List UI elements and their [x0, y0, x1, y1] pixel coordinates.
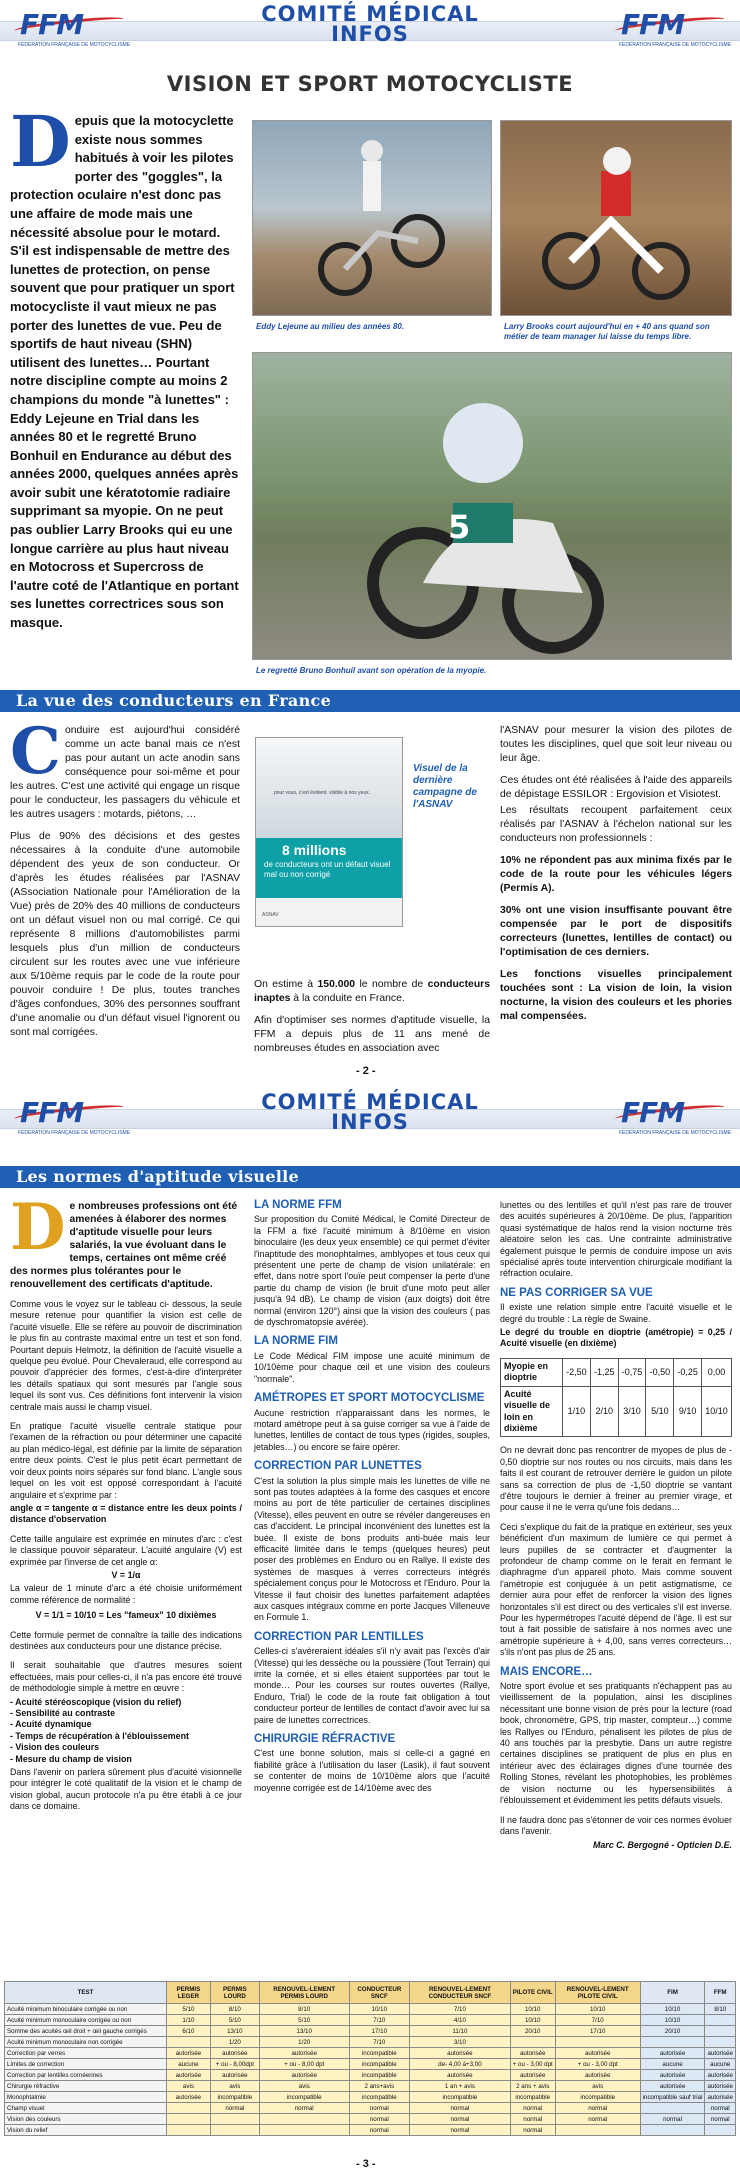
table-cell: 20/10 — [510, 2026, 555, 2037]
table-cell: autorisée — [705, 2070, 736, 2081]
table-cell: 17/10 — [349, 2026, 410, 2037]
table-cell: 20/10 — [640, 2026, 705, 2037]
table-cell: incompatible — [510, 2092, 555, 2103]
table-cell: 17/10 — [555, 2026, 640, 2037]
table-cell: incompatible — [259, 2092, 349, 2103]
row-label: Limites de correction — [5, 2059, 167, 2070]
table-row — [5, 2092, 736, 2103]
table-header: FFM — [705, 1982, 736, 2004]
table-cell: de- 4,00 à+3,00 — [410, 2059, 511, 2070]
header-title: COMITÉ MÉDICAL INFOS — [261, 1090, 479, 1134]
asnav-campaign-poster: pour vous, c'est évident. visible à nos yeux. 8 millions de conducteurs ont un défaut visuel mal ou non corrigé ASNAV — [255, 737, 403, 927]
section-banner: La vue des conducteurs en France — [0, 690, 740, 712]
table-cell: aucune — [167, 2059, 211, 2070]
table-cell: autorisée — [705, 2048, 736, 2059]
table-cell: autorisée — [259, 2048, 349, 2059]
table-header: PILOTE CIVIL — [510, 1982, 555, 2004]
row-label: Vision des couleurs — [5, 2114, 167, 2125]
table-cell: 13/10 — [259, 2026, 349, 2037]
table-cell: autorisée — [210, 2070, 259, 2081]
table-cell: normal — [349, 2114, 410, 2125]
table-cell: autorisée — [410, 2070, 511, 2081]
table-cell: 4/10 — [410, 2015, 511, 2026]
table-cell: avis — [167, 2081, 211, 2092]
table-header: PERMIS LOURD — [210, 1982, 259, 2004]
row-label: Vision du relief — [5, 2125, 167, 2136]
table-cell: 1 an + avis — [410, 2081, 511, 2092]
table-cell: 11/10 — [410, 2026, 511, 2037]
table-cell: normal — [410, 2114, 511, 2125]
ffm-logo: FFM FÉDÉRATION FRANÇAISE DE MOTOCYCLISME — [615, 1096, 730, 1138]
ffm-logo: FFM FÉDÉRATION FRANÇAISE DE MOTOCYCLISME — [14, 8, 129, 50]
ffm-logo: FFM FÉDÉRATION FRANÇAISE DE MOTOCYCLISME — [615, 8, 730, 50]
table-cell: autorisée — [555, 2070, 640, 2081]
table-cell — [210, 2125, 259, 2136]
header-title: COMITÉ MÉDICAL INFOS — [261, 2, 479, 46]
page3-header — [0, 1088, 740, 1150]
table-cell: autorisée — [510, 2048, 555, 2059]
row-label: Acuité minimum monoculaire corrigée ou non — [5, 2015, 167, 2026]
photo-caption: Le regretté Bruno Bonhuil avant son opération de la myopie. — [256, 666, 487, 675]
table-cell — [259, 2114, 349, 2125]
table-cell: normal — [410, 2103, 511, 2114]
table-cell: autorisée — [640, 2070, 705, 2081]
row-label: Acuité minimum monoculaire non corrigée — [5, 2037, 167, 2048]
table-cell: 7/10 — [555, 2015, 640, 2026]
table-cell: normal — [510, 2114, 555, 2125]
table-row — [5, 2070, 736, 2081]
table-cell — [705, 2015, 736, 2026]
table-cell — [259, 2125, 349, 2136]
table-cell: 8/10 — [705, 2004, 736, 2015]
table-cell: normal — [349, 2125, 410, 2136]
table-cell — [167, 2125, 211, 2136]
table-cell — [705, 2037, 736, 2048]
table-cell: 10/10 — [510, 2004, 555, 2015]
table-cell: incompatible — [349, 2070, 410, 2081]
table-cell — [640, 2103, 705, 2114]
poster-caption: Visuel de la dernière campagne de l'ASNAV — [413, 763, 477, 810]
photo-eddy-lejeune — [252, 120, 492, 316]
table-cell: 7/10 — [410, 2004, 511, 2015]
table-cell: autorisée — [210, 2048, 259, 2059]
table-cell: + ou - 3,00 dpt — [510, 2059, 555, 2070]
page-number: - 3 - — [356, 2158, 376, 2169]
photo-larry-brooks — [500, 120, 732, 316]
table-row — [5, 2015, 736, 2026]
dropcap: C — [10, 714, 61, 789]
row-label: Monophtalmie — [5, 2092, 167, 2103]
row-label: Champ visuel — [5, 2103, 167, 2114]
table-row — [5, 2026, 736, 2037]
table-cell: autorisée — [705, 2081, 736, 2092]
intro-text: Depuis que la motocyclette existe nous sommes habitués à voir les pilotes porter des "goggles", la protection oculaire n'est donc pas une affaire de mode mais une nécessité absolue pour le motard. S'il est indispensable de mettre des lunettes de protection, on pense souvent que pour pratiquer un sport motocycliste il vaut mieux ne pas porter des lunettes de vue. Peu de sportifs de haut niveau (SHN) utilisent des lunettes… Pourtant notre discipline compte au moins 2 champions du monde "à lunettes" : Eddy Lejeune en Trial dans les années 80 et le regretté Bruno Bonhuil en Endurance au début des années 2000, quelques années après avoir subit une kératotomie radiaire supprimant sa myopie. On ne peut pas oublier Larry Brooks qui eu une longue carrière au plus haut niveau en Motocross et Supercross de l'autre coté de l'Atlantique en portant ses lunettes correctrices sous son masque. — [10, 100, 239, 631]
table-cell — [705, 2026, 736, 2037]
dropcap: D — [10, 1190, 66, 1265]
table-cell: normal — [640, 2114, 705, 2125]
table-cell: 5/10 — [210, 2015, 259, 2026]
table-cell: normal — [510, 2103, 555, 2114]
column-1: De nombreuses professions ont été amenées à élaborer des normes d'aptitude visuelle pour leurs salariés, la vue évoluant dans le temps, certaines ont même créé des normes plus tolérantes pour le renouvellement des certificats d'aptitude. Comme vous le voyez sur le tableau ci- dessous, la seule mesure retenue pour quantifier la vision est celle de l'acuité visuelle. Elle se réfère au pouvoir de discrimination le plus fin au contraste maximal entre un test et son fond. Pourtant depuis Helmotz, la définition de l'acuité visuelle a quelque peu évolué. Pour Chevaleraud, elle correspond au pouvoir d'apprécier des formes, c'est-à-dire d'interpréter les détails spatiaux qui sont mesurés par l'angle sous lequel ils sont vus. Ces définitions font intervenir la vision centrale mais aussi le champ visuel. En pratique l'acuité visuelle centrale statique pour l'examen de la réfraction ou pour déterminer une capacité au plan médico-légal, est définie par la limite de séparation entre deux points. C'est le plus petit écart permettant de voir deux points noirs séparés sur fond blanc. L'angle sous lequel on les voit est opposé correspondant à l'acuité angulaire et s'exprime par : angle α = tangente α = distance entre les deux points / distance d'observation Cette taille angulaire est exprimée en minutes d'arc : c'est le classique pouvoir séparateur. L'acuité angulaire (V) est exprimée par l'inverse de cet angle α: V = 1/α La valeur de 1 minute d'arc a été choisie uniformément comme référence de normalité : V = 1/1 = 10/10 = Les "fameux" 10 dixièmes Cette formule permet de connaître la taille des indications destinées aux conducteurs pour une distance précise. Il serait souhaitable que d'autres mesures soient effectuées, mais pour celles-ci, il n'a pas encore été trouvé de méthodologie simple à mettre en œuvre : - Acuité stéréoscopique (vision du relief) - Sensibilité au contraste - Acuité dynamique - Temps de récupération à l'éblouissement - Vision des couleurs - Mesure du champ de vision Dans l'avenir on parlera sûrement plus d'acuité visionnelle pour intégrer le coté qualitatif de la vision et le champ de vision global, aucun protocole n'a pu être établi à ce jour dans ce domaine. — [10, 1190, 242, 1812]
row-label: Acuité minimum binoculaire corrigée ou non — [5, 2004, 167, 2015]
table-cell: 3/10 — [410, 2037, 511, 2048]
table-cell: 8/10 — [210, 2004, 259, 2015]
table-cell: autorisée — [167, 2092, 211, 2103]
table-cell — [705, 2125, 736, 2136]
table-cell: 5/10 — [167, 2004, 211, 2015]
table-row — [5, 2103, 736, 2114]
table-cell: incompatible — [349, 2092, 410, 2103]
photo-caption: Larry Brooks court aujourd'hui en + 40 ans quand son métier de team manager lui laisse du temps libre. — [504, 322, 710, 341]
table-cell: normal — [210, 2103, 259, 2114]
table-cell: autorisée — [410, 2048, 511, 2059]
table-cell: autorisée — [640, 2048, 705, 2059]
table-cell: 8/10 — [259, 2004, 349, 2015]
table-cell — [640, 2125, 705, 2136]
table-cell: + ou - 3,00 dpt — [555, 2059, 640, 2070]
table-cell: 7/10 — [349, 2037, 410, 2048]
table-header: RENOUVEL-LEMENT PERMIS LOURD — [259, 1982, 349, 2004]
table-header: RENOUVEL-LEMENT PILOTE CIVIL — [555, 1982, 640, 2004]
table-header: FIM — [640, 1982, 705, 2004]
table-cell: normal — [410, 2125, 511, 2136]
table-row — [5, 2004, 736, 2015]
table-cell: 10/10 — [640, 2015, 705, 2026]
table-row — [5, 2114, 736, 2125]
table-cell: avis — [210, 2081, 259, 2092]
table-header: PERMIS LEGER — [167, 1982, 211, 2004]
table-cell — [555, 2125, 640, 2136]
table-cell: 10/10 — [510, 2015, 555, 2026]
table-cell — [640, 2037, 705, 2048]
table-cell: normal — [555, 2103, 640, 2114]
table-cell: autorisée — [640, 2081, 705, 2092]
row-label: Correction par verres — [5, 2048, 167, 2059]
table-header: TEST — [5, 1982, 167, 2004]
svg-text:5: 5 — [448, 508, 471, 546]
table-cell: autorisée — [259, 2070, 349, 2081]
table-cell: 10/10 — [349, 2004, 410, 2015]
table-row — [5, 2048, 736, 2059]
table-cell: 5/10 — [259, 2015, 349, 2026]
column-2: LA NORME FFM Sur proposition du Comité Médical, le Comité Directeur de la FFM a fixé l'acuité minimum à 8/10ème en vision binoculaire (les deux yeux ensemble) ce qui permet d'éviter l'inaptitude des monophtalmes, amblyopes et tous ceux qui présentent une perte de champ de vision unilatérale: en effet, dans notre sport l'ouïe peut compenser la perte d'une partie du champ de vision (le bruit d'une moto peut aller jusqu'à 94 dB). Le champ de vision (aux doigts) doit être normal (environ 120°) ainsi que la vision des couleurs ( pas de dyschromatopsie avérée). LA NORME FIM Le Code Médical FIM impose une acuité minimum de 10/10ème pour chaque œil et une vision des couleurs "normale". AMÉTROPES ET SPORT MOTOCYCLISME Aucune restriction n'apparaissant dans les normes, le motard amétrope peut à sa guise corriger sa vue à l'aide de lunettes, lentilles de contact de tous types (rigides, souples, jetables…) ou encore se faire opérer. CORRECTION PAR LUNETTES C'est la solution la plus simple mais les lunettes de ville ne sont pas toutes adaptées à la forme des casques et encore moins au port de tête particulier de certaines disciplines (Vitesse), elles peuvent en outre se révéler dangereuses en cas d'accident. Le principal inconvénient des lunettes est la buée. Il existe de bons produits anti-buée mais leur efficacité limitée dans le temps (quelques heures) peut poser des problèmes en Enduro ou en Rallye. Il existe des systèmes de masques à verres correcteurs intégrés spécialement conçus pour le Motocross et l'Enduro. Pour la Vitesse il faut choisir des lunettes parfaitement adaptées aux casques intégraux comme en porte Jacques Villeneuve en Formule 1. CORRECTION PAR LENTILLES Celles-ci s'avèreraient idéales s'il n'y avait pas l'excès d'air (Vitesse) qui les dessèche ou la poussière (Tout Terrain) qui irrite la cornée, et si elles étaient supportées par tout le monde… Pour les courses sur routes ouvertes (Rallye, Enduro, Trial) le code de la route fait obligation à tout conducteur porteur de lentilles de contact d'avoir avec lui sa paire de lunettes correctrices. CHIRURGIE RÉFRACTIVE C'est une bonne solution, mais si celle-ci a gagné en fiabilité grâce à l'utilisation du laser (Lasik), il faut souvent se contenter de moins de 10/10ème alors que l'acuité moyenne corrigée est de 14/10ème avec des — [254, 1199, 490, 1793]
table-cell: 10/10 — [640, 2004, 705, 2015]
table-cell: normal — [705, 2114, 736, 2125]
article-title: VISION ET SPORT MOTOCYCLISTE — [166, 72, 574, 96]
table-cell: 1/10 — [167, 2015, 211, 2026]
table-cell: normal — [349, 2103, 410, 2114]
table-cell: 2 ans + avis — [510, 2081, 555, 2092]
row-label: Chirurgie réfractive — [5, 2081, 167, 2092]
table-cell: incompatible sauf trial — [640, 2092, 705, 2103]
table-cell: incompatible — [349, 2059, 410, 2070]
table-cell: avis — [259, 2081, 349, 2092]
table-cell: incompatible — [555, 2092, 640, 2103]
table-cell: incompatible — [210, 2092, 259, 2103]
table-cell — [510, 2037, 555, 2048]
page-number: - 2 - — [356, 1065, 376, 1077]
table-cell: 6/10 — [167, 2026, 211, 2037]
table-cell: 7/10 — [349, 2015, 410, 2026]
column-2: On estime à 150.000 le nombre de conducteurs inaptes à la conduite en France. Afin d'optimiser ses normes d'aptitude visuelle, la FFM a depuis plus de 11 ans mené de nombreuses études en association avec — [254, 979, 490, 1054]
table-row — [5, 2081, 736, 2092]
table-cell: incompatible — [349, 2048, 410, 2059]
page2-header — [0, 0, 740, 62]
column-3: l'ASNAV pour mesurer la vision des pilotes de toutes les disciplines, quel que soit leur niveau ou leur âge. Ces études ont été réalisées à l'aide des appareils de dépistage ESSILOR : Ergovision et Visiotest. Les résultats recoupent parfaitement ceux réalisés par l'ASNAV à l'échelon national sur les conducteurs non professionnels : 10% ne répondent pas aux minima fixés par le code de la route pour les véhicules légers (Permis A). 30% ont une vision insuffisante pouvant être compensée par le port de dispositifs correcteurs (lunettes, lentilles de contact) ou l'optimisation de ces derniers. Les fonctions visuelles principalement touchées sont : La vision de loin, la vision nocturne, la vision des couleurs et les phories mal compensées. — [500, 725, 732, 1022]
table-cell: aucune — [705, 2059, 736, 2070]
table-cell — [555, 2037, 640, 2048]
column-1: Conduire est aujourd'hui considéré comme un acte banal mais ce n'est pas pour autant un acte anodin sans conséquence pour soi-même et pour les autres. C'est une activité qui engage un risque pour le conducteur, les passagers du véhicule et les autres usagers : motards, piétons, … Plus de 90% des décisions et des gestes nécessaires à la conduite d'une automobile dépendent des yeux de son conducteur. Or d'après les études réalisées par l'ASNAV (ASsociation Nationale pour l'Amélioration de la Vue) près de 20% des 40 millions de conducteurs ont un défaut visuel non ou mal corrigé. Ce qui représente 8 millions d'automobilistes parmi lesquels plus d'un million de conducteurs circulent sur les routes avec une vue inférieure aux 5/10ème requis par le code de la route pour pouvoir conduire ! De plus, toutes tranches d'âges confondues, 30% des personnes souffrant d'une anomalie ou d'un défaut visuel l'ignorent ou sont mal corrigées. — [10, 714, 240, 1038]
table-cell: autorisée — [510, 2070, 555, 2081]
table-row — [5, 2125, 736, 2136]
aptitude-comparison-table — [4, 1981, 736, 2136]
table-cell: autorisée — [167, 2048, 211, 2059]
table-cell: 2 ans+avis — [349, 2081, 410, 2092]
dropcap: D — [10, 100, 71, 183]
table-header: CONDUCTEUR SNCF — [349, 1982, 410, 2004]
table-cell: avis — [555, 2081, 640, 2092]
table-cell — [210, 2114, 259, 2125]
table-cell — [167, 2114, 211, 2125]
table-header: RENOUVEL-LEMENT CONDUCTEUR SNCF — [410, 1982, 511, 2004]
table-cell: 1/20 — [259, 2037, 349, 2048]
row-label: Somme des acuités œil droit + œil gauche corrigés — [5, 2026, 167, 2037]
section-banner: Les normes d'aptitude visuelle — [0, 1166, 740, 1188]
photo-caption: Eddy Lejeune au milieu des années 80. — [256, 322, 405, 331]
table-cell: 10/10 — [555, 2004, 640, 2015]
table-cell: normal — [705, 2103, 736, 2114]
table-cell: + ou - 8,00dpt — [210, 2059, 259, 2070]
table-cell — [167, 2037, 211, 2048]
swaine-table: Myopie en dioptrie -2,50 -1,25 -0,75 -0,50 -0,25 0,00 Acuité visuelle de loin en dixième 1/10 2/10 3/10 5/10 9/10 10/10 — [500, 1358, 732, 1437]
column-3: lunettes ou des lentilles et qu'il n'est pas rare de trouver des acuités supérieures à 20/10ème. De plus, l'apparition quasi systématique de halos rend la vision nocturne très aléatoire selon les cas. Une contrainte administrative également puisque le permis de conduire impose un avis spécialisé après toute intervention chirurgicale modifiant la réfraction oculaire. NE PAS CORRIGER SA VUE Il existe une relation simple entre l'acuité visuelle et le degré du trouble : La règle de Swaine. Le degré du trouble en dioptrie (amétropie) = 0,25 / Acuité visuelle (en dixième) Myopie en dioptrie -2,50 -1,25 -0,75 -0,50 -0,25 0,00 Acuité visuelle de loin en dixième 1/10 2/10 3/10 5/10 9/10 10/10 On ne devrait donc pas rencontrer de myopes de plus de - 0,50 dioptrie sur nos routes ou nos circuits, mais dans les faits il est courant de retrouver derrière le guidon un pilote sans sa correction de plus de -1,50 dioptrie se vantant d'être toujours le dernier à freiner au premier virage, et pour cause il ne le verra qu'une fois dedans… Ceci s'explique du fait de la pratique en extérieur, ses yeux bénéficient d'un maximum de lumière ce qui permet à leurs pupilles de se contracter et d'augmenter la profondeur de champ comme on le ferait en fermant le diaphragme d'un appareil photo. Mais comme souvent l'amétropie est conjuguée à un petit astigmatisme, ce dernier aura pour effet de renforcer la vision des lignes horizontales s'il est direct ou des verticales s'il est inverse. Pour les hypermétropes l'acuité dépend de l'âge. Il est sur tout à fait possible de satisfaire à nos normes avec une amétropie supérieure à + 4,00, sans verres correcteurs… s'ils n'ont pas plus de 25 ans. MAIS ENCORE… Notre sport évolue et ses pratiquants n'échappent pas au vieillissement de la population, ainsi les disciplines nécessitant une bonne vision de près pour la lecture (road book, chronomètre, GPS, trip master, compteur…) comme les Rallyes ou l'Enduro, pénalisent les pilotes de plus de 40 ans touchés par la presbytie. Dans un autre registre certaines disciplines se pratiquent de plus en plus en intérieur avec des éclairages dignes d'une tournée des Rolling Stones, révélant les photophobies, les problèmes de vision nocturne ou les hypersensibilités à l'éblouissement et évidemment les petits défauts visuels. Il ne faudra donc pas s'étonner de voir ces normes évoluer dans l'avenir. Marc C. Bergogné - Opticien D.E. — [500, 1200, 732, 1851]
table-cell: aucune — [640, 2059, 705, 2070]
table-cell: autorisée — [167, 2070, 211, 2081]
table-cell — [167, 2103, 211, 2114]
table-cell: normal — [555, 2114, 640, 2125]
table-cell: 13/10 — [210, 2026, 259, 2037]
table-cell: normal — [510, 2125, 555, 2136]
table-row — [5, 2037, 736, 2048]
ffm-logo: FFM FÉDÉRATION FRANÇAISE DE MOTOCYCLISME — [14, 1096, 129, 1138]
table-cell: autorisée — [555, 2048, 640, 2059]
table-cell: autorisée — [705, 2092, 736, 2103]
table-cell: 1/20 — [210, 2037, 259, 2048]
table-row — [5, 2059, 736, 2070]
table-cell: normal — [259, 2103, 349, 2114]
photo-bruno-bonhuil — [252, 352, 732, 660]
signature: Marc C. Bergogné - Opticien D.E. — [592, 1840, 732, 1851]
table-cell: incompatible — [410, 2092, 511, 2103]
row-label: Correction par lentilles cornéennes — [5, 2070, 167, 2081]
table-cell: + ou - 8,00 dpt — [259, 2059, 349, 2070]
